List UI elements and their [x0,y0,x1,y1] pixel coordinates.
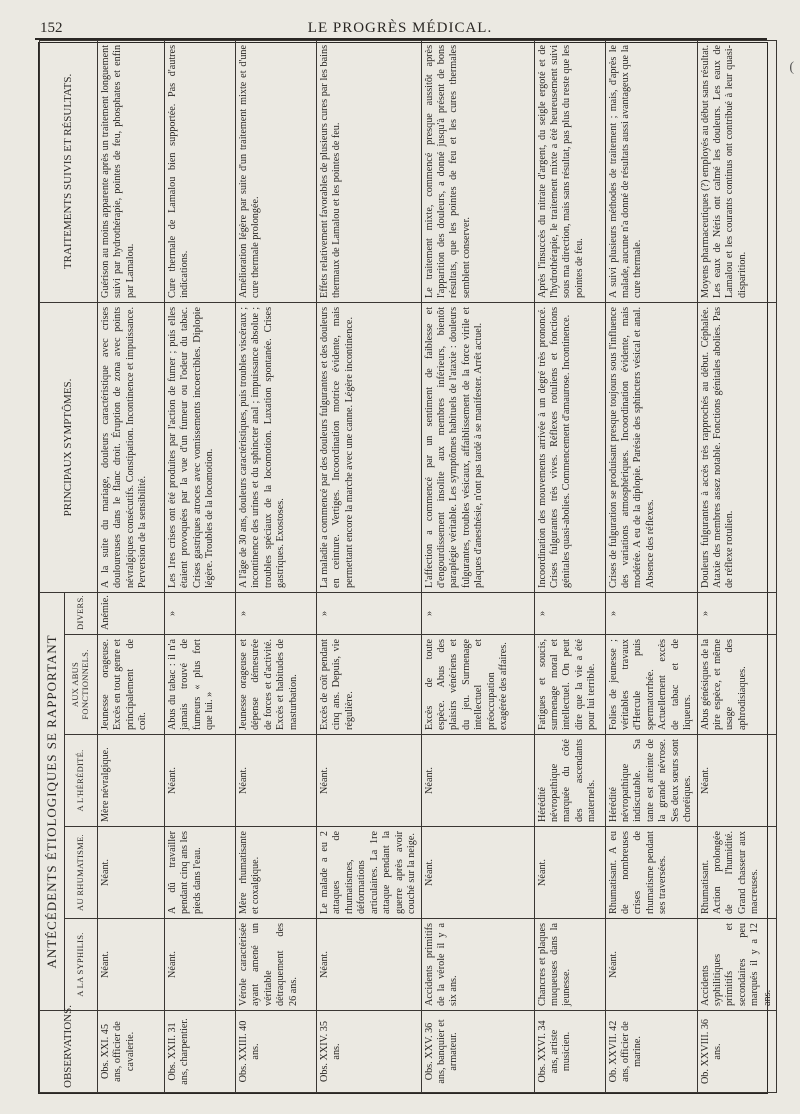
cell-obs: Obs. XXVI. 34 ans, artiste musicien. [534,1011,605,1093]
cell-heredite: Néant. [421,735,534,827]
cell-obs: Ob. XXVII. 42 ans, officier de marine. [605,1011,697,1093]
page-header [30,14,770,40]
etiology-table [39,40,777,1093]
cell-symptomes: Douleurs fulgurantes à accès très rapprochés au début. Céphalée. Ataxie des membres assez notable. Fonctions génitales abolies. Pas de réflexe rotulien. [697,302,777,592]
cell-symptomes: Incoordination des mouvements arrivée à un degré très prononcé. Crises fulgurantes très vives. Réflexes rotuliens et fonctions génitales quasi-abolies. Commencement d'amaurose. Incontinence. [534,302,605,592]
cell-heredite: Néant. [165,735,236,827]
cell-rhumatisme: A dû travailler pendant cinq ans les pieds dans l'eau. [165,827,236,919]
cell-abus: Jeunesse orageuse. Excès en tout genre et principalement de coït. [98,635,165,735]
cell-heredite: Mère névralgique. [98,735,165,827]
table-row [605,40,697,1092]
cell-rhumatisme: Rhumatisant. Action prolongée de l'humidité. Grand chasseur aux macreuses. [697,827,777,919]
cell-syphilis: Néant. [605,919,697,1011]
cell-syphilis: Chancres et plaques muqueuses dans la jeunesse. [534,919,605,1011]
margin-mark: ( [789,60,794,75]
cell-abus: Abus du tabac : il n'a jamais trouvé de fumeurs « plus fort que lui. » [165,635,236,735]
header-antecedents-group: ANTÉCÉDENTS ÉTIOLOGIQUES SE RAPPORTANT [40,592,65,1010]
cell-symptomes: A la suite du mariage, douleurs caractéristique avec crises douloureuses dans le flanc droit. Éruption de zona avec points névralgiques consécutifs. Constipation. Incontinence et impuissance. Perversion de la sensibilité. [98,302,165,592]
cell-obs: Obs. XXV. 36 ans, banquier et armateur. [421,1011,534,1093]
cell-divers: » [317,592,422,634]
cell-obs: Obs. XXIV. 35 ans. [317,1011,422,1093]
cell-abus: Fatigues et soucis, surmenage moral et intellectuel. On peut dire que la vie a été pour lui terrible. [534,635,605,735]
table-row [697,40,777,1092]
cell-obs: Ob. XXVIII. 36 ans. [697,1011,777,1093]
cell-divers: » [697,592,777,634]
journal-title: LE PROGRÈS MÉDICAL. [307,20,493,36]
header-abus: AUX ABUS FONCTIONNELS. [65,635,98,735]
cell-syphilis: Accidents primitifs de la vérole il y a six ans. [421,919,534,1011]
cell-symptomes: L'affection a commencé par un sentiment de faiblesse et d'engourdissement insolite aux membres inférieurs, bientôt paraplégie véritable. Les symptômes habituels de l'ataxie : douleurs fulgurantes, troubles vésicaux, affaiblissement de la force virile et plaques d'anesthésie, n'ont pas tardé à se manifester. Arrêt actuel. [421,302,534,592]
cell-traitements: Amélioration légère par suite d'un traitement mixte et d'une cure thermale prolongée. [236,40,317,302]
header-rhumatisme: AU RHUMATISME. [65,827,98,919]
cell-rhumatisme: Mère rhumatisante et coxalgique. [236,827,317,919]
cell-syphilis: Néant. [165,919,236,1011]
cell-symptomes: La maladie a commencé par des douleurs fulgurantes et des douleurs en ceinture. Vertiges. Incoordination motrice évidente, mais permettant encore la marche avec une canne. Légère incontinence. [317,302,422,592]
cell-syphilis: Néant. [317,919,422,1011]
cell-divers: » [165,592,236,634]
cell-symptomes: Les 1res crises ont été produites par l'action de fumer ; puis elles étaient provoquées par la vue d'un fumeur ou l'odeur du tabac. Crises gastriques atroces avec vomissements incoercibles. Diplopie légère. Troubles de la locomotion. [165,302,236,592]
cell-symptomes: Crises de fulguration se produisant presque toujours sous l'influence des variations atmosphériques. Incoordination évidente, mais modérée. A eu de la diplopie. Parésie des sphincters vésical et anal. Absence des réflexes. [605,302,697,592]
cell-traitements: A suivi plusieurs méthodes de traitement ; mais, d'après le malade, aucune n'a donné de résultats aussi avantageux que la cure thermale. [605,40,697,302]
cell-divers: » [534,592,605,634]
cell-heredite: Hérédité névropathique marquée du côté des ascendants maternels. [534,735,605,827]
table-row [421,40,534,1092]
cell-abus: Excès de toute espèce. Abus des plaisirs vénériens et du jeu. Surmenage intellectuel et préoccupation exagérée des affaires. [421,635,534,735]
header-divers: DIVERS. [65,592,98,634]
cell-traitements: Le traitement mixte, commencé presque aussitôt après l'apparition des douleurs, a donné jusqu'à présent de bons résultats, que les pointes de feu et les cures thermales semblent conserver. [421,40,534,302]
cell-obs: Obs. XXIII. 40 ans. [236,1011,317,1093]
cell-rhumatisme: Néant. [534,827,605,919]
cell-syphilis: Néant. [98,919,165,1011]
header-symptomes: PRINCIPAUX SYMPTÔMES. [40,302,98,592]
table-row [236,40,317,1092]
cell-traitements: Moyens pharmaceutiques (?) employés au début sans résultat. Les eaux de Néris ont calmé les douleurs. Les eaux de Lamalou et les courants continus ont contribué à leur quasi-disparition. [697,40,777,302]
cell-rhumatisme: Néant. [98,827,165,919]
cell-heredite: Néant. [317,735,422,827]
header-traitements: TRAITEMENTS SUIVIS ET RÉSULTATS. [40,40,98,302]
cell-divers: » [236,592,317,634]
cell-traitements: Après l'insuccès du nitrate d'argent, du seigle ergoté et de l'hydrothérapie, le traitement mixte a été heureusement suivi sous ma direction, mais sans résultat, pas plus du reste que les pointes de feu. [534,40,605,302]
cell-rhumatisme: Rhumatisant. A eu de nombreuses crises de rhumatisme pendant ses traversées. [605,827,697,919]
table-row [534,40,605,1092]
cell-traitements: Guérison au moins apparente après un traitement longuement suivi par hydrothérapie, pointes de feu, phosphates et enfin par Lamalou. [98,40,165,302]
cell-divers: Anémie. [98,592,165,634]
cell-syphilis: Vérole caractérisée ayant amené un véritable détraquement des 26 ans. [236,919,317,1011]
cell-divers: » [605,592,697,634]
cell-rhumatisme: Le malade a eu 2 attaques de rhumatismes, déformations articulaires. La 1re attaque pendant la guerre après avoir couché sur la neige. [317,827,422,919]
etiology-table-rotated [38,42,773,1094]
header-observations: OBSERVATIONS. [40,1011,98,1093]
header-heredite: A L'HÉRÉDITÉ. [65,735,98,827]
cell-abus: Folies de jeunesse ; véritables travaux d'Hercule puis spermatorrhée. Actuellement excès de tabac et de liqueurs. [605,635,697,735]
cell-syphilis: Accidents syphilitiques primitifs et secondaires peu marqués il y a 12 ans. [697,919,777,1011]
cell-traitements: Cure thermale de Lamalou bien supportée. Pas d'autres indications. [165,40,236,302]
cell-heredite: Néant. [697,735,777,827]
cell-obs: Obs. XXI. 45 ans, officier de cavalerie. [98,1011,165,1093]
table-row [317,40,422,1092]
cell-obs: Obs. XXII. 31 ans, charpentier. [165,1011,236,1093]
cell-heredite: Néant. [236,735,317,827]
cell-abus: Jeunesse orageuse et dépense démesurée de forces et d'activité. Excès et habitudes de masturbation. [236,635,317,735]
cell-heredite: Hérédité névropathique indiscutable. Sa tante est atteinte de la grande névrose. Ses deux sœurs sont choréiques. [605,735,697,827]
page-number: 152 [40,20,63,36]
table-row [98,40,165,1092]
cell-abus: Abus génésiques de la pire espèce, et même usage des aphrodisiaques. [697,635,777,735]
cell-divers: » [421,592,534,634]
cell-traitements: Effets relativement favorables de plusieurs cures par les bains thermaux de Lamalou et les pointes de feu. [317,40,422,302]
cell-rhumatisme: Néant. [421,827,534,919]
table-row [165,40,236,1092]
cell-symptomes: A l'âge de 30 ans, douleurs caractéristiques, puis troubles viscéraux ; incontinence des urines et du sphincter anal ; impuissance absolue ; troubles spéciaux de la locomotion. Luxation spontanée. Crises gastriques. Exostoses. [236,302,317,592]
header-syphilis: A LA SYPHILIS. [65,919,98,1011]
cell-abus: Excès de coït pendant cinq ans. Depuis, vie régulière. [317,635,422,735]
